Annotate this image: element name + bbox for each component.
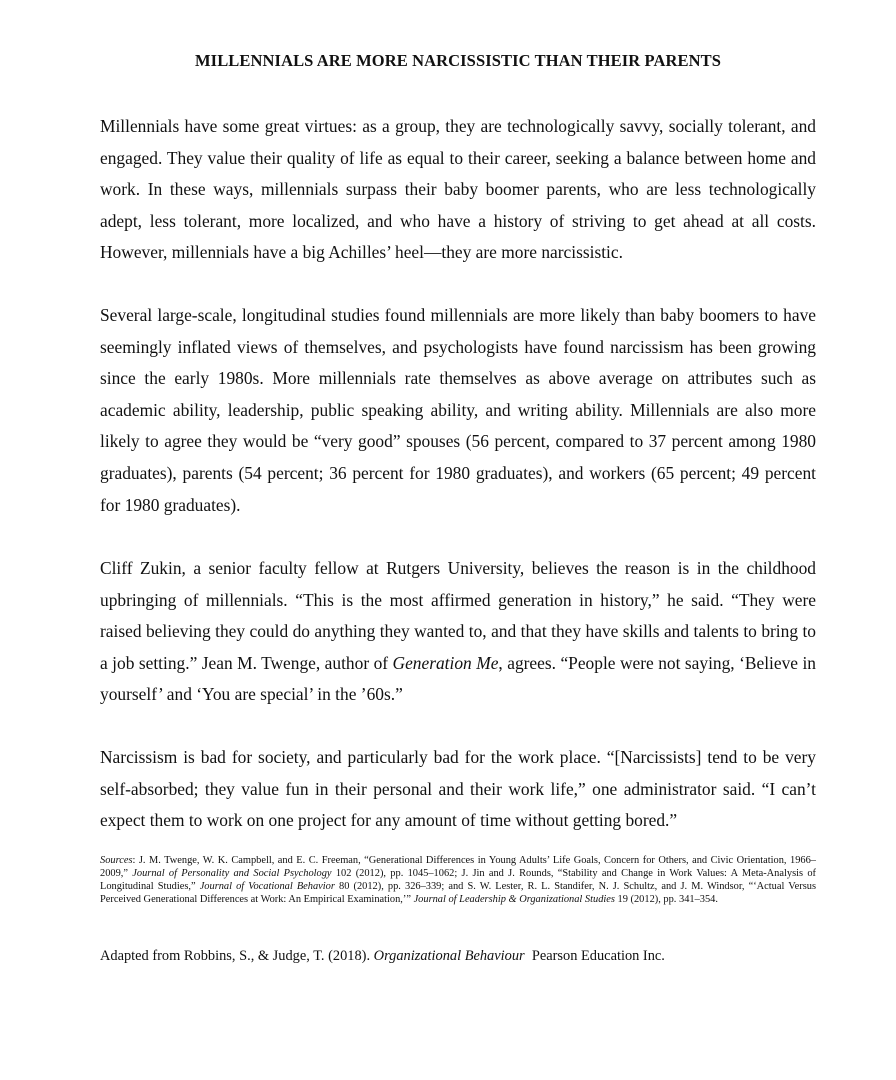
- sources-footnote: [100, 854, 816, 906]
- source-text: : J. M. Twenge, W. K. Campbell, and E. C. Freeman, “Generational Differences in Young Adults’ Life Goals, Concern for Others, and Civic Orientation, 1966–2009,”: [100, 855, 816, 879]
- journal-title: Journal of Vocational Behavior: [199, 881, 335, 892]
- journal-title: Journal of Personality and Social Psychology: [132, 868, 332, 879]
- paragraph-studies: Several large-scale, longitudinal studies found millennials are more likely than baby boomers to have seemingly inflated views of themselves, and psychologists have found narcissism has been growing since the early 1980s. More millennials rate themselves as above average on attributes such as academic ability, leadership, public speaking ability, and writing ability. Millennials are also more likely to agree they would be “very good” spouses (56 percent, compared to 37 percent among 1980 graduates), parents (54 percent; 36 percent for 1980 graduates), and workers (65 percent; 49 percent for 1980 graduates).: [100, 305, 816, 515]
- citation-book-title: Organizational Behaviour: [373, 948, 525, 964]
- book-title: Generation Me: [392, 652, 499, 673]
- journal-title: Journal of Leadership & Organizational Studies: [413, 894, 615, 905]
- page-title: MILLENNIALS ARE MORE NARCISSISTIC THAN THEIR PARENTS: [195, 51, 721, 70]
- citation-publisher: Pearson Education Inc.: [524, 948, 665, 964]
- source-text: 102 (2012), pp. 1045–1062; J. Jin and J. Rounds, “Stability and Change in Work Values: A Meta-Analysis of Longitudinal Studies,”: [100, 868, 816, 892]
- adapted-from-citation: [100, 946, 816, 966]
- paragraph-text: Cliff Zukin, a senior faculty fellow at Rutgers University, believes the reason is in the childhood upbringing of millennials. “This is the most affirmed generation in history,” he said. “They were raised believing they could do anything they wanted to, and that they have skills and talents to bring to a job setting.” Jean M. Twenge, author of: [100, 558, 816, 673]
- sources-label: Sources: [100, 855, 133, 866]
- paragraph-virtues: Millennials have some great virtues: as a group, they are technologically savvy, socially tolerant, and engaged. They value their quality of life as equal to their career, seeking a balance between home and work. In these ways, millennials surpass their baby boomer parents, who are less technologically adept, less tolerant, more localized, and who have a history of striving to get ahead at all costs. However, millennials have a big Achilles’ heel—they are more narcissistic.: [100, 116, 816, 263]
- source-text: 19 (2012), pp. 341–354.: [614, 894, 718, 905]
- paragraph-text: , agrees. “People were not saying, ‘Believe in yourself’ and ‘You are special’ in the ’60s.”: [100, 652, 816, 705]
- citation-text: Adapted from Robbins, S., & Judge, T. (2018).: [100, 948, 374, 964]
- source-text: 80 (2012), pp. 326–339; and S. W. Lester, R. L. Standifer, N. J. Schultz, and J. M. Windsor, “‘Actual Versus Perceived Generational Differences at Work: An Empirical Examination,’”: [100, 881, 816, 905]
- paragraph-zukin-quote: [100, 553, 816, 711]
- paragraph-work-place: Narcissism is bad for society, and particularly bad for the work place. “[Narcissists] tend to be very self-absorbed; they value fun in their personal and their work life,” one administrator said. “I can’t expect them to work on one project for any amount of time without getting bored.”: [100, 747, 816, 831]
